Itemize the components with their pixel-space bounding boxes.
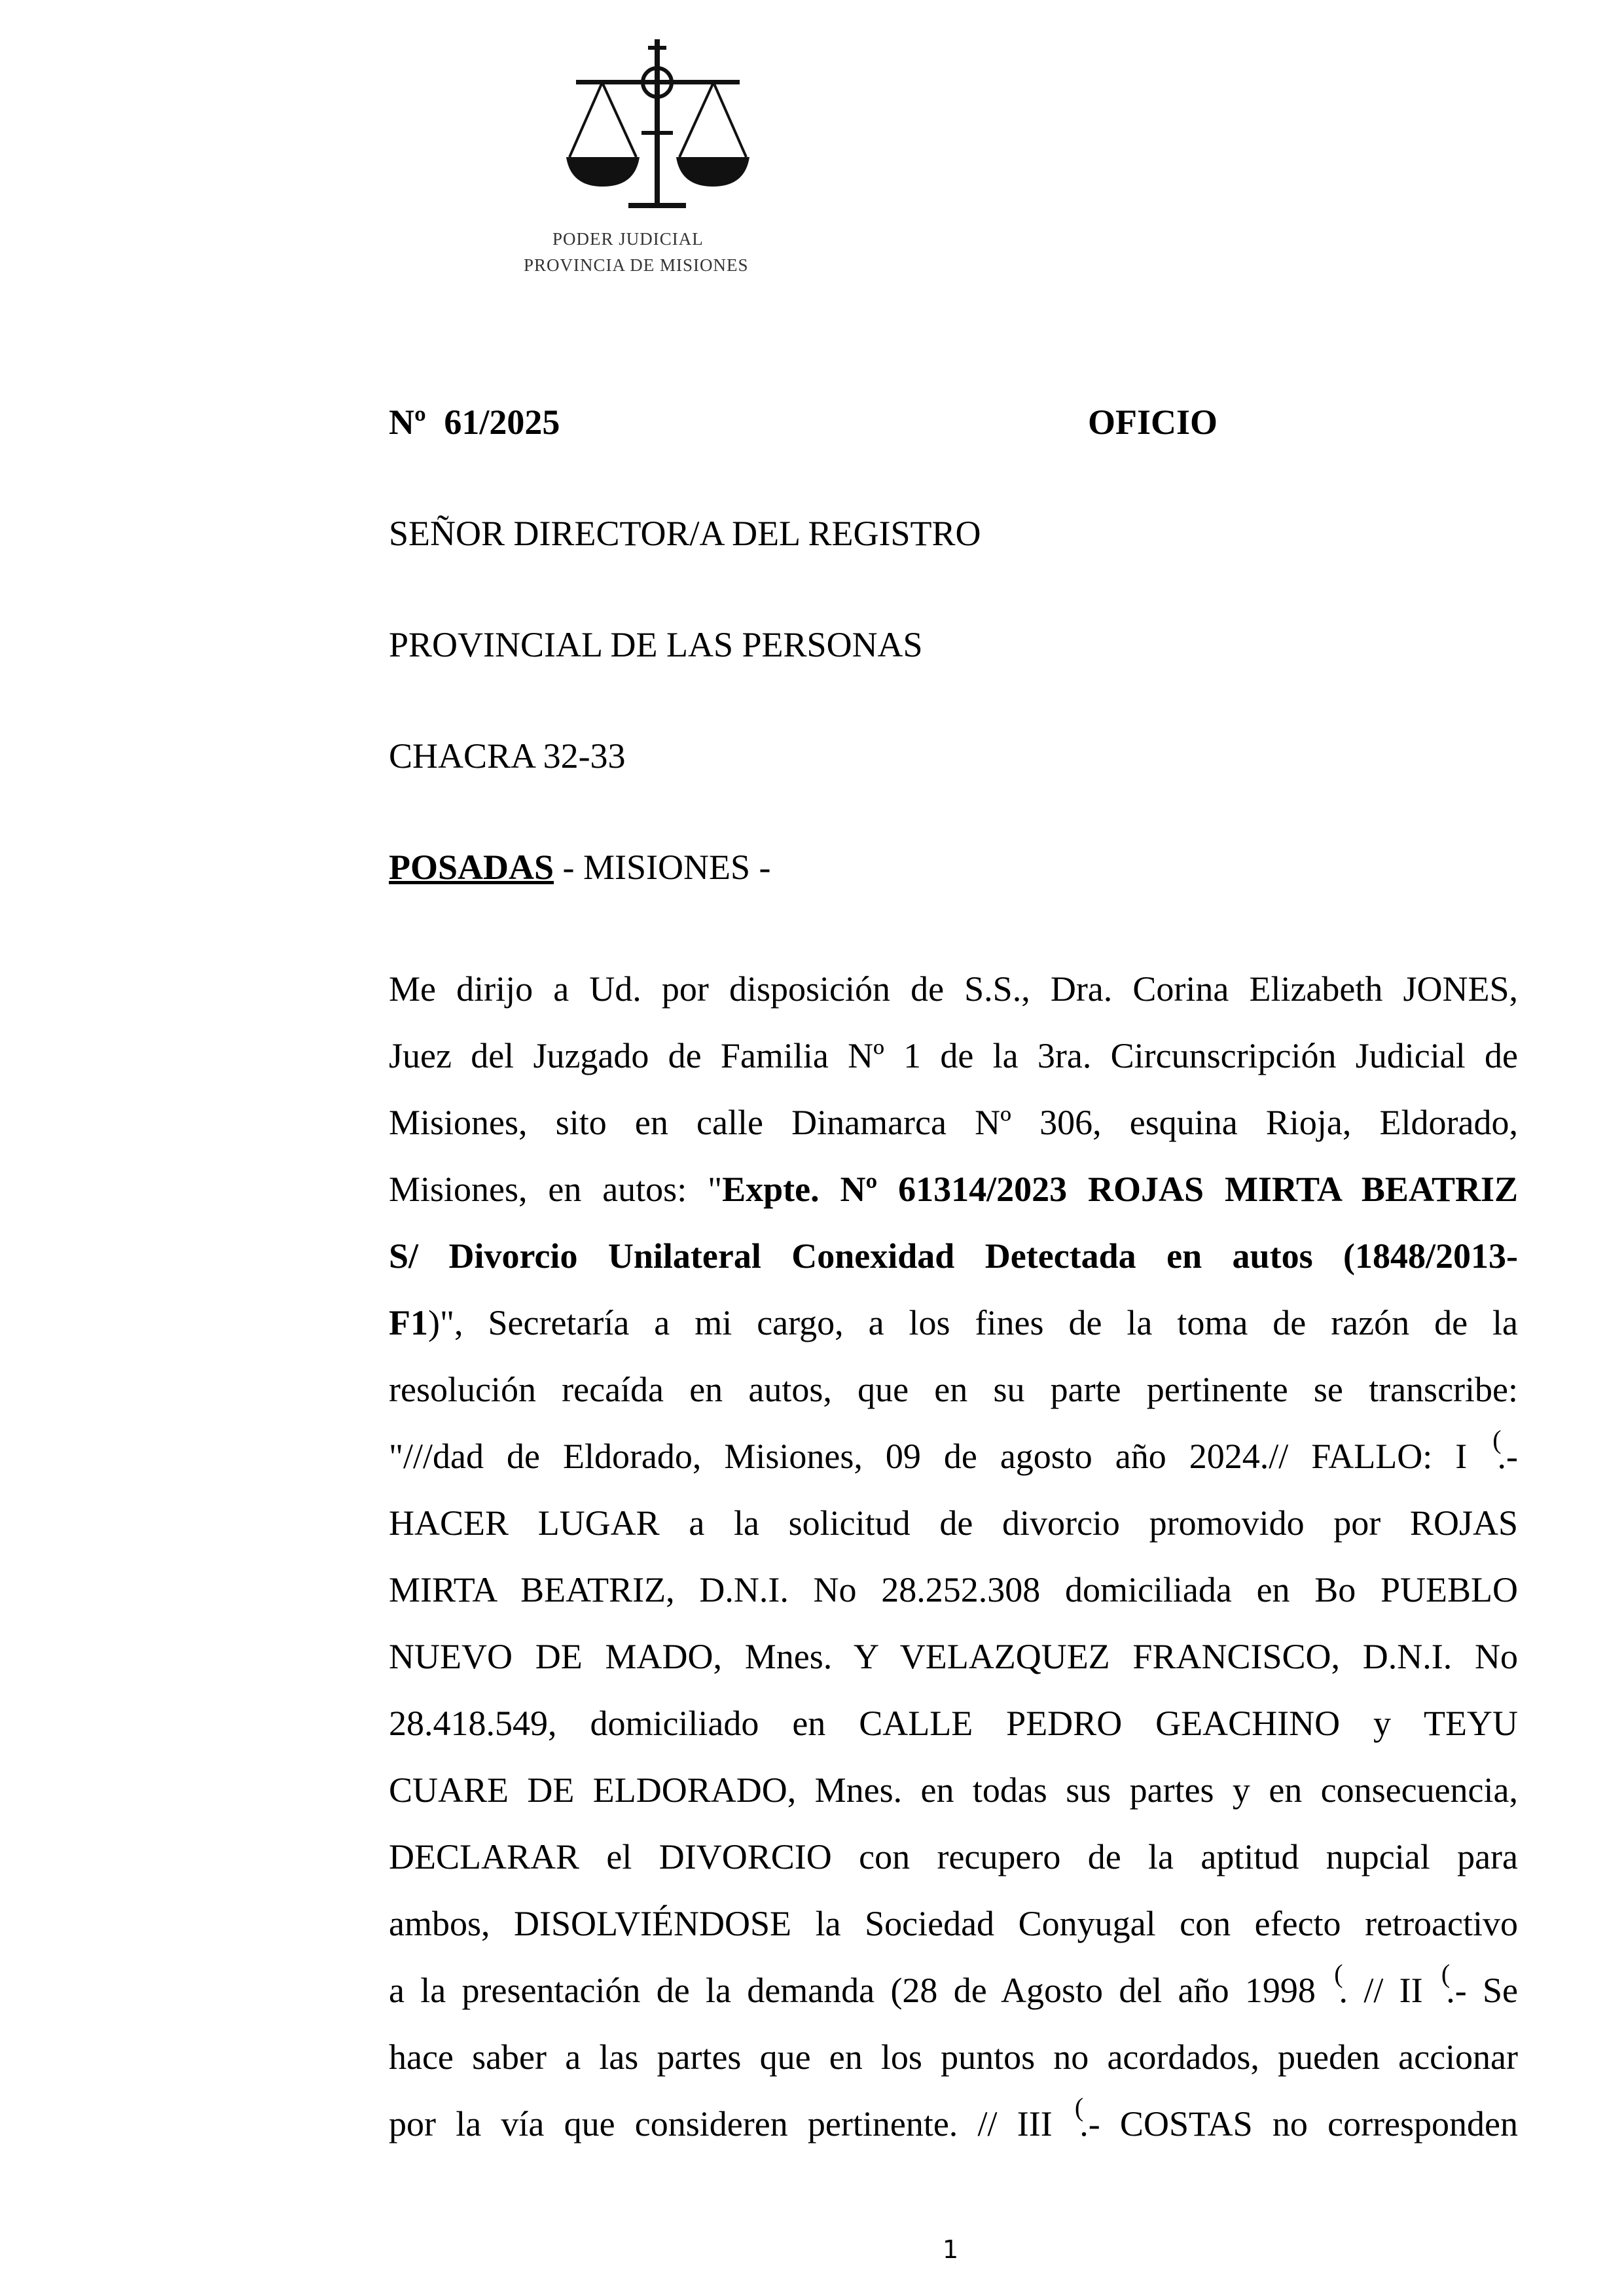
body-line: CUARE DE ELDORADO, Mnes. en todas sus partes y en consecuencia,	[389, 1770, 1518, 1810]
scales-of-justice-icon	[550, 39, 766, 216]
case-reference-line: S/ Divorcio Unilateral Conexidad Detectada en autos (1848/2013-	[389, 1236, 1518, 1276]
body-paragraph	[389, 956, 1518, 2157]
number-label: Nº	[389, 403, 426, 442]
addressee-line1: SEÑOR DIRECTOR/A DEL REGISTRO	[389, 514, 981, 553]
body-line: Juez del Juzgado de Familia Nº 1 de la 3ra. Circunscripción Judicial de	[389, 1036, 1518, 1075]
logo-text-line1: PODER JUDICIAL	[552, 229, 704, 249]
body-text: )", Secretaría a mi cargo, a los fines de la toma de razón de la	[428, 1303, 1518, 1342]
body-line: Me dirijo a Ud. por disposición de S.S., Dra. Corina Elizabeth JONES,	[389, 969, 1518, 1009]
body-line: MIRTA BEATRIZ, D.N.I. No 28.252.308 domiciliada en Bo PUEBLO	[389, 1570, 1518, 1609]
body-line	[389, 2090, 1518, 2157]
addressee-city: POSADAS	[389, 848, 554, 887]
body-text: "///dad de Eldorado, Misiones, 09 de agosto año 2024.// FALLO: I	[389, 1437, 1468, 1476]
addressee-city-line	[389, 848, 771, 887]
body-line	[389, 1957, 1518, 2024]
case-reference: Expte. Nº 61314/2023 ROJAS MIRTA BEATRIZ	[722, 1170, 1518, 1209]
addressee-line2: PROVINCIAL DE LAS PERSONAS	[389, 625, 923, 664]
document-type: OFICIO	[1088, 403, 1218, 442]
body-text: por la vía que consideren pertinente. // III	[389, 2104, 1053, 2144]
body-text: .- Se	[1446, 1971, 1519, 2010]
body-line: HACER LUGAR a la solicitud de divorcio promovido por ROJAS	[389, 1503, 1518, 1543]
body-text: .-	[1497, 1437, 1518, 1476]
stray-mark: (	[1074, 2092, 1084, 2122]
body-line	[389, 1289, 1518, 1356]
addressee-province: - MISIONES -	[554, 848, 771, 887]
body-line	[389, 1423, 1518, 1490]
body-line: resolución recaída en autos, que en su parte pertinente se transcribe:	[389, 1370, 1518, 1409]
body-line: DECLARAR el DIVORCIO con recupero de la aptitud nupcial para	[389, 1837, 1518, 1876]
court-logo	[511, 39, 799, 288]
body-text: .- COSTAS no corresponden	[1079, 2104, 1518, 2144]
number-value: 61/2025	[444, 403, 560, 442]
stray-mark: (	[1492, 1425, 1502, 1454]
body-line: Misiones, sito en calle Dinamarca Nº 306, esquina Rioja, Eldorado,	[389, 1103, 1518, 1142]
stray-mark: (	[1334, 1959, 1343, 1988]
body-text: a la presentación de la demanda (28 de Agosto del año 1998	[389, 1971, 1316, 2010]
addressee-line3: CHACRA 32-33	[389, 736, 626, 776]
body-line	[389, 1156, 1518, 1223]
body-text: Misiones, en autos: "	[389, 1170, 723, 1209]
document-number	[389, 403, 560, 442]
body-line: 28.418.549, domiciliado en CALLE PEDRO GEACHINO y TEYU	[389, 1704, 1518, 1743]
stray-mark: (	[1441, 1959, 1451, 1988]
body-line: NUEVO DE MADO, Mnes. Y VELAZQUEZ FRANCISCO, D.N.I. No	[389, 1637, 1518, 1676]
body-line: hace saber a las partes que en los puntos no acordados, pueden accionar	[389, 2037, 1518, 2077]
logo-text-line2: PROVINCIA DE MISIONES	[524, 255, 749, 275]
body-text: . // II	[1339, 1971, 1423, 2010]
case-reference-end: F1	[389, 1303, 428, 1342]
body-line: ambos, DISOLVIÉNDOSE la Sociedad Conyugal con efecto retroactivo	[389, 1904, 1518, 1943]
page-number: 1	[943, 2235, 959, 2264]
